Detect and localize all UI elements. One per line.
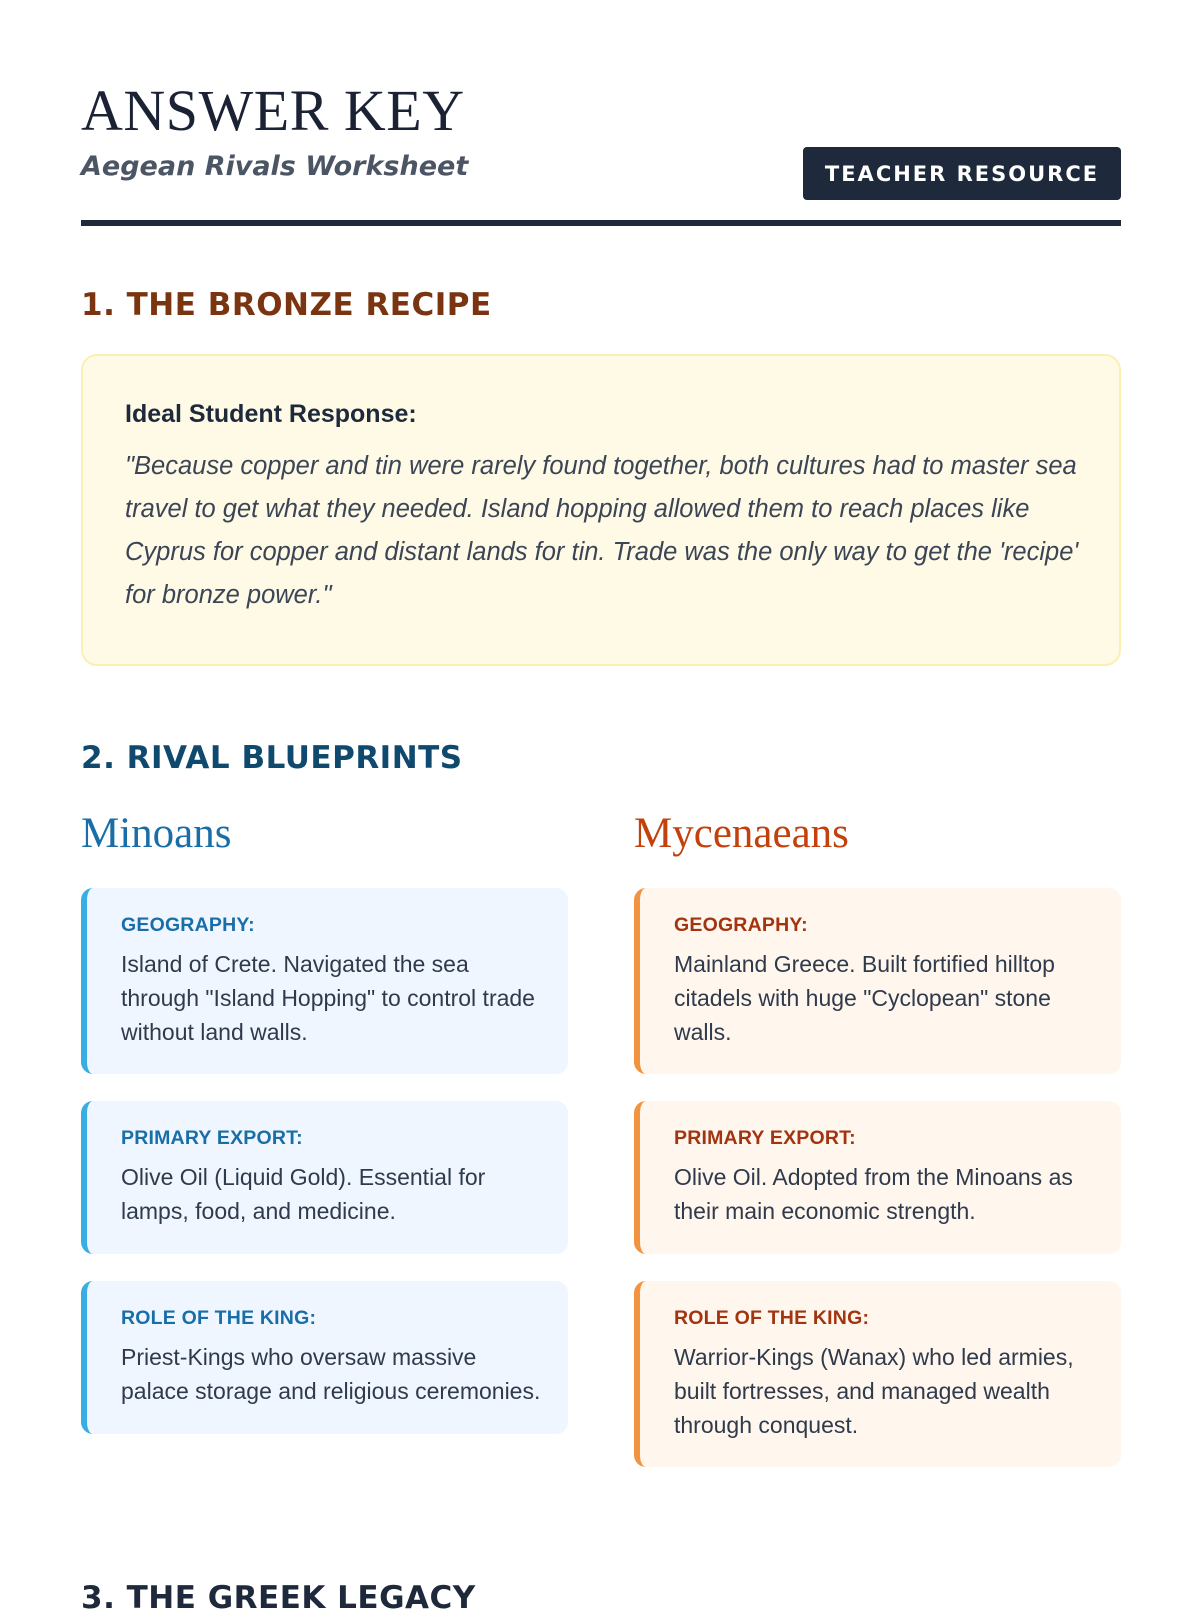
card-text: Olive Oil. Adopted from the Minoans as their main economic strength. xyxy=(674,1164,1073,1224)
page-header xyxy=(81,0,1121,228)
response-label: Ideal Student Response: xyxy=(125,400,417,428)
card-text: Olive Oil (Liquid Gold). Essential for lamps, food, and medicine. xyxy=(121,1164,486,1224)
card-text: Warrior-Kings (Wanax) who led armies, built fortresses, and managed wealth through conquest. xyxy=(674,1344,1074,1438)
card-text: Island of Crete. Navigated the sea through "Island Hopping" to control trade without land walls. xyxy=(121,951,535,1045)
header-divider xyxy=(81,220,1121,226)
card-label: GEOGRAPHY: xyxy=(121,914,255,936)
teacher-resource-badge: TEACHER RESOURCE xyxy=(803,147,1121,200)
minoans-heading: Minoans xyxy=(81,810,232,857)
page-title: ANSWER KEY xyxy=(81,78,465,143)
card-label: ROLE OF THE KING: xyxy=(674,1307,870,1329)
card-text: Mainland Greece. Built fortified hilltop citadels with huge "Cyclopean" stone walls. xyxy=(674,951,1055,1045)
card-label: PRIMARY EXPORT: xyxy=(674,1127,856,1149)
mycenaeans-heading: Mycenaeans xyxy=(634,810,849,857)
mycenaeans-export-card xyxy=(634,1101,1121,1254)
card-label: PRIMARY EXPORT: xyxy=(121,1127,303,1149)
minoans-geography-card xyxy=(81,888,568,1074)
response-text: "Because copper and tin were rarely found together, both cultures had to master sea travel to get what they needed. Island hopping allowed them to reach places like Cyprus for copper and distant lands for tin. Trade was the only way to get the 'recipe' for bronze power." xyxy=(125,452,1079,609)
mycenaeans-geography-card xyxy=(634,888,1121,1074)
section-rival-blueprints-title: 2. RIVAL BLUEPRINTS xyxy=(81,740,463,776)
section-greek-legacy-title: 3. THE GREEK LEGACY xyxy=(81,1580,476,1616)
card-label: ROLE OF THE KING: xyxy=(121,1307,317,1329)
card-text: Priest-Kings who oversaw massive palace storage and religious ceremonies. xyxy=(121,1344,541,1404)
page-subtitle: Aegean Rivals Worksheet xyxy=(81,151,469,182)
minoans-export-card xyxy=(81,1101,568,1254)
answer-key-page xyxy=(81,0,1121,1616)
minoans-king-card xyxy=(81,1281,568,1434)
mycenaeans-king-card xyxy=(634,1281,1121,1467)
card-label: GEOGRAPHY: xyxy=(674,914,808,936)
section-bronze-recipe-title: 1. THE BRONZE RECIPE xyxy=(81,287,492,323)
minoans-column xyxy=(81,808,568,1461)
ideal-response-box xyxy=(81,354,1121,666)
mycenaeans-column xyxy=(634,808,1121,1494)
